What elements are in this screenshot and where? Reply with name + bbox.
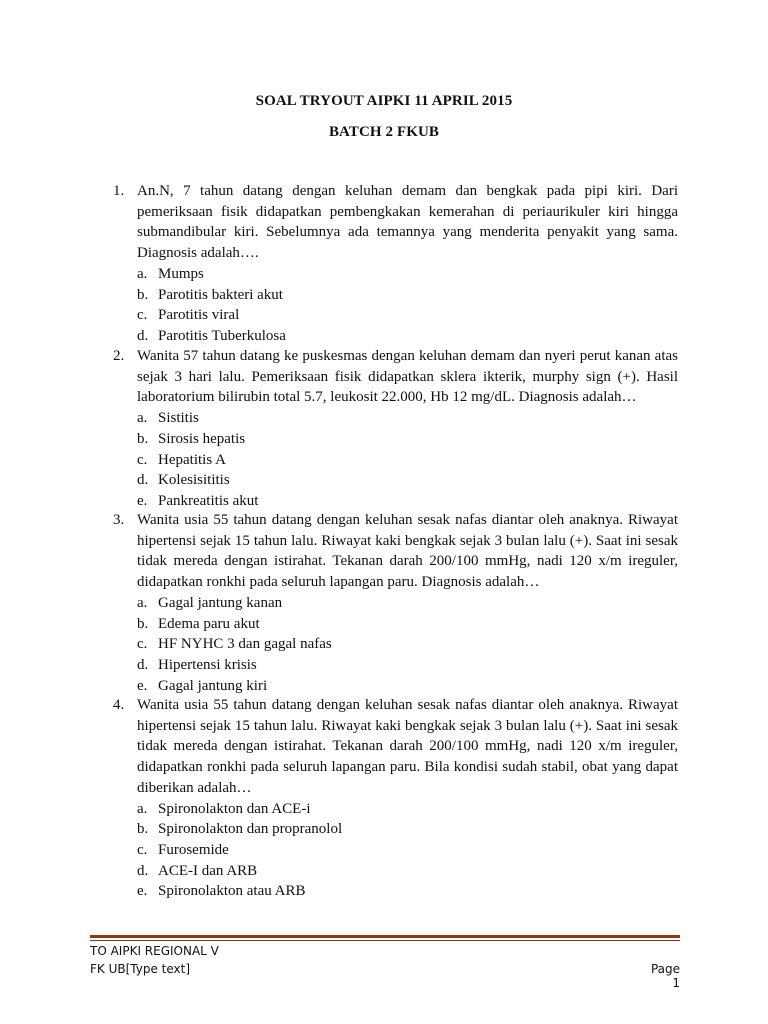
question-number: 1.	[113, 183, 125, 199]
footer-divider-thin	[90, 940, 680, 941]
option-letter: a.	[137, 265, 148, 282]
option-text: Edema paru akut	[158, 615, 260, 632]
option-text: ACE-I dan ARB	[158, 862, 258, 879]
option-text: Kolesisititis	[158, 472, 230, 489]
option-letter: d.	[137, 327, 149, 344]
document-title: SOAL TRYOUT AIPKI 11 APRIL 2015	[255, 93, 513, 109]
footer-divider	[90, 935, 680, 938]
option-text: Gagal jantung kanan	[158, 594, 283, 611]
option-letter: d.	[137, 472, 149, 489]
option-text: Hipertensi krisis	[158, 656, 257, 673]
option-letter: c.	[137, 636, 148, 653]
option-text: Hepatitis A	[158, 451, 226, 468]
question-text: Wanita usia 55 tahun datang dengan keluhan sesak nafas diantar oleh anaknya. Riwayat hipertensi sejak 15 tahun lalu. Riwayat kaki bengkak sejak 3 bulan lalu (+). Saat ini sesak tidak mereda dengan istirahat. Tekanan darah 200/100 mmHg, nadi 120 x/m ireguler, didapatkan ronkhi pada seluruh lapangan paru. Bila kondisi sudah stabil, obat yang dapat diberikan adalah…	[137, 697, 678, 796]
option-text: Mumps	[158, 265, 204, 282]
option-text: Gagal jantung kiri	[158, 677, 268, 694]
question-number: 2.	[113, 348, 125, 364]
option-text: Sistitis	[158, 410, 199, 427]
option-text: Spironolakton dan ACE-i	[158, 800, 311, 817]
option-letter: a.	[137, 410, 148, 427]
option-letter: b.	[137, 821, 149, 838]
option-letter: e.	[137, 883, 148, 900]
document-subtitle: BATCH 2 FKUB	[328, 124, 440, 140]
footer-line-2: FK UB[Type text]	[90, 962, 191, 976]
option-letter: e.	[137, 492, 148, 509]
question-number: 4.	[113, 697, 125, 713]
question-number: 3.	[113, 512, 125, 528]
question-text: Wanita 57 tahun datang ke puskesmas dengan keluhan demam dan nyeri perut kanan atas sejak 3 hari lalu. Pemeriksaan fisik didapatkan sklera ikterik, murphy sign (+). Hasil laboratorium bilirubin total 5.7, leukosit 22.000, Hb 12 mg/dL. Diagnosis adalah…	[137, 348, 678, 406]
option-letter: c.	[137, 451, 148, 468]
page-number: Page 1	[650, 962, 680, 990]
question-text: Wanita usia 55 tahun datang dengan keluhan sesak nafas diantar oleh anaknya. Riwayat hipertensi sejak 15 tahun lalu. Riwayat kaki bengkak sejak 3 bulan lalu (+). Saat ini sesak tidak mereda dengan istirahat. Tekanan darah 200/100 mmHg, nadi 120 x/m ireguler, didapatkan ronkhi pada seluruh lapangan paru. Diagnosis adalah…	[137, 512, 678, 591]
option-text: HF NYHC 3 dan gagal nafas	[158, 636, 332, 653]
option-text: Spironolakton atau ARB	[158, 883, 306, 900]
option-text: Furosemide	[158, 841, 229, 858]
option-letter: b.	[137, 286, 149, 303]
option-letter: b.	[137, 430, 149, 447]
option-letter: c.	[137, 841, 148, 858]
option-letter: e.	[137, 677, 148, 694]
option-text: Pankreatitis akut	[158, 492, 259, 509]
option-letter: d.	[137, 862, 149, 879]
option-text: Parotitis viral	[158, 307, 240, 324]
footer-line-1: TO AIPKI REGIONAL V	[90, 944, 219, 958]
option-text: Spironolakton dan propranolol	[158, 821, 343, 838]
option-letter: a.	[137, 800, 148, 817]
option-letter: d.	[137, 656, 149, 673]
option-text: Parotitis Tuberkulosa	[158, 327, 286, 344]
question-text: An.N, 7 tahun datang dengan keluhan demam dan bengkak pada pipi kiri. Dari pemeriksaan fisik didapatkan pembengkakan kemerahan di periaurikuler kiri hingga submandibular kiri. Sebelumnya ada temannya yang menderita penyakit yang sama. Diagnosis adalah….	[137, 183, 678, 262]
option-letter: c.	[137, 307, 148, 324]
option-letter: b.	[137, 615, 149, 632]
option-text: Sirosis hepatis	[158, 430, 246, 447]
option-letter: a.	[137, 594, 148, 611]
option-text: Parotitis bakteri akut	[158, 286, 283, 303]
